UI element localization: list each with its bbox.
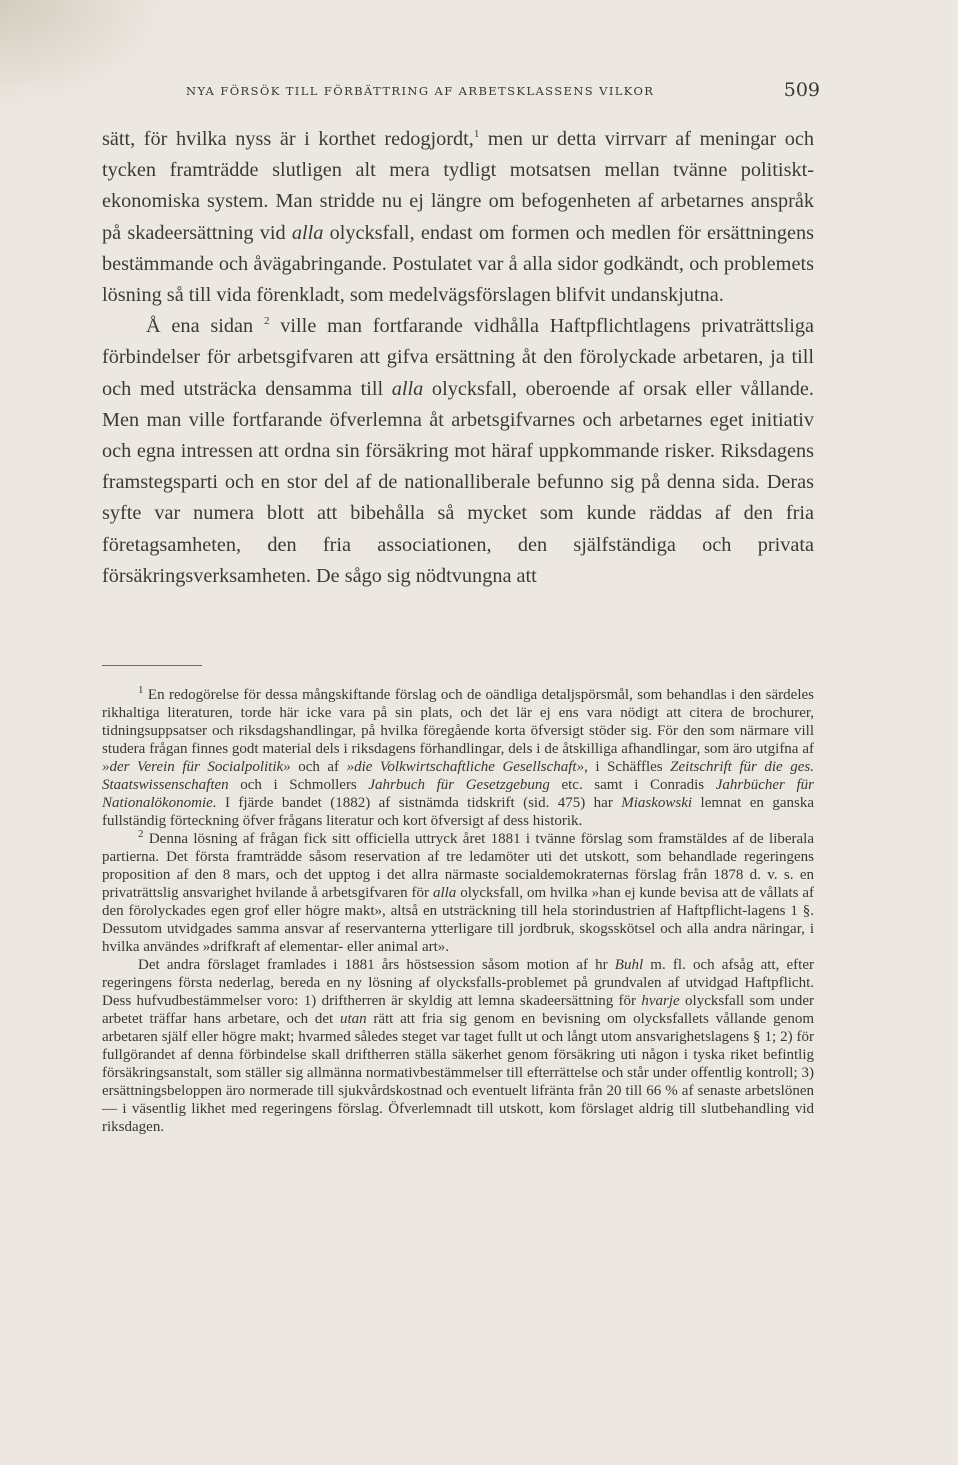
fn2-text-a: Denna lösning af frågan fick sitt officiella uttryck året 1881 i tvänne förslag som framstäldes af de liberala partierna. Det första framträdde såsom reservation af tre ledamöter uti det utskott, som behandlade regeringens proposition af den 8 mars, och det upptog i det allra närmaste socialdemokraternas förslag från 1878 d. v. s. en privaträttslig ansvarighet hvilande å arbetsgifvaren för <box>102 831 814 901</box>
fn1-text-e: etc. samt i Conradis <box>549 777 716 793</box>
page-number: 509 <box>783 79 820 101</box>
fn1-text-a: En redogörelse för dessa mångskiftande förslag och de oändliga detaljspörsmål, som behandlas i den särdeles rikhaltiga literaturen, torde här icke vara på sin plats, och det lär ej ens vara nödigt att citera de brochurer, tidningsuppsatser och riksdagshandlingar, på hvilka föregående korta öfversigt stöder sig. För den som närmare vill studera frågan finnes godt material dels i riksdagens förhandlingar, dels i de åtskilliga afhandlingar, som äro utgifna af <box>102 687 814 757</box>
footnotes <box>102 686 814 1136</box>
fn1-emphasis-4: Jahrbuch für Gesetzgebung <box>368 777 550 793</box>
footnote-2 <box>102 830 814 956</box>
p2-emphasis: alla <box>391 377 424 400</box>
fn1-emphasis-1: »der Verein für Socialpolitik» <box>102 759 291 775</box>
fn3-text-c: olycksfall som under arbetet träffar hans arbetare, och det <box>102 993 814 1027</box>
p2-text-b: ville man fortfarande vidhålla Haftpflichtlagens privaträttsliga förbindelser för arbetsgifvaren att gifva ersättning åt den förolyckade arbetaren, ja till och med utsträcka densamma till <box>102 315 814 400</box>
paragraph-2 <box>102 311 814 592</box>
page-stain <box>0 0 170 110</box>
p2-text-a: Å ena sidan <box>146 315 254 338</box>
fn1-emphasis-3: Zeitschrift für die ges. Staatswissenschaften <box>102 759 814 793</box>
p1-text-b: men ur detta virrvarr af meningar och tycken framträdde slutligen alt mera tydligt motsatsen mellan tvänne politiskt-ekonomiska system. Man stridde nu ej längre om befogenheten af arbetarnes anspråk på skadeersättning vid <box>102 128 814 244</box>
fn1-text-c: , i Schäffles <box>584 759 671 775</box>
footnote-mark-1: 1 <box>138 684 144 696</box>
running-title: NYA FÖRSÖK TILL FÖRBÄTTRING AF ARBETSKLASSENS VILKOR <box>186 84 655 98</box>
p1-text-c: olycksfall, endast om formen och medlen för ersättningens bestämmande och åvägabringande. Postulatet var å alla sidor godkändt, och problemets lösning så till vida förenkladt, som medelvägsförslagen blifvit undanskjutna. <box>102 221 814 307</box>
main-text <box>102 124 814 592</box>
fn2-emphasis-1: alla <box>432 885 457 901</box>
footnote-2-continued <box>102 956 814 1136</box>
footnote-separator <box>102 665 202 666</box>
fn1-emphasis-2: »die Volkwirtschaftliche Gesellschaft» <box>346 759 585 775</box>
fn3-emphasis-1: Buhl <box>614 957 644 973</box>
fn1-emphasis-5: Jahrbücher für Nationalökonomie. <box>102 777 814 811</box>
fn3-emphasis-3: utan <box>339 1011 367 1027</box>
paragraph-1 <box>102 124 814 311</box>
fn3-text-b: m. fl. och afsåg att, efter regeringens första nederlag, bereda en ny lösning af olycksfalls-problemet på grundvalen af utvidgad Haftpflicht. Dess hufvudbestämmelser voro: 1) driftherren är skyldig att lemna skadeersättning för <box>102 957 814 1009</box>
footnote-mark-2: 2 <box>138 828 144 840</box>
fn1-text-d: och i Schmollers <box>228 777 369 793</box>
footnote-1 <box>102 686 814 830</box>
fn1-text-g: lemnat en ganska fullständig förteckning öfver frågans literatur och kort öfversigt af dess historik. <box>102 795 815 829</box>
fn3-text-a: Det andra förslaget framlades i 1881 års höstsession såsom motion af hr <box>138 957 615 973</box>
p2-text-c: olycksfall, oberoende af orsak eller vållande. Men man ville fortfarande öfverlemna åt arbetsgifvarnes och arbetarnes eget initiativ och egna intressen att ordna sin försäkring mot häraf uppkommande risker. Riksdagens framstegsparti och en stor del af de nationalliberale befunno sig på denna sida. Deras syfte var numera blott att bibehålla så mycket som kunde räddas af den fria företagsamheten, den fria associationen, den själfständiga och privata försäkringsverksamheten. De sågo sig nödtvungna att <box>102 377 814 587</box>
fn1-text-f: I fjärde bandet (1882) af sistnämda tidskrift (sid. 475) har <box>216 795 622 811</box>
fn3-text-d: rätt att fria sig genom en bevisning om olycksfallets vållande genom arbetaren själf eller högre makt; hvarmed således steget var taget fullt ut och långt utom ansvarighetslagens § 1; 2) för fullgörandet af denna förbindelse skall driftherren ställa säkerhet genom försäkring uti någon i tyska riket befintlig försäkringsanstalt, som ställer sig allmänna normativbestämmelser till efterrättelse och står under offentlig kontroll; 3) ersättningsbeloppen äro normerade till sjukvårdskostnad och eventuelt lifränta från 20 till 66 % af senaste arbetslönen — i väsentlig likhet med regeringens förslag. Öfverlemnadt till utskott, kom förslaget aldrig till slutbehandling vid riksdagen. <box>102 1011 814 1135</box>
running-header <box>186 79 826 101</box>
footnote-ref-1: 1 <box>473 128 480 141</box>
footnote-ref-2: 2 <box>263 315 270 328</box>
fn3-emphasis-2: hvarje <box>641 993 680 1009</box>
fn2-text-b: olycksfall, om hvilka »han ej kunde bevisa att de vållats af den förolyckades egen grof eller högre makt», altså en utsträckning till hela storindustrien af Haftpflicht-lagens 1 §. Dessutom utvidgades samma ansvar af reservanterna ytterligare till jordbruk, skogsskötsel och alla andra näringar, i hvilka användes »drifkraft af elementar- eller animal art». <box>102 885 814 955</box>
fn1-emphasis-6: Miaskowski <box>621 795 693 811</box>
p1-text-a: sätt, för hvilka nyss är i korthet redogjordt, <box>102 128 474 150</box>
p1-emphasis: alla <box>291 221 324 244</box>
fn1-text-b: och af <box>290 759 347 775</box>
